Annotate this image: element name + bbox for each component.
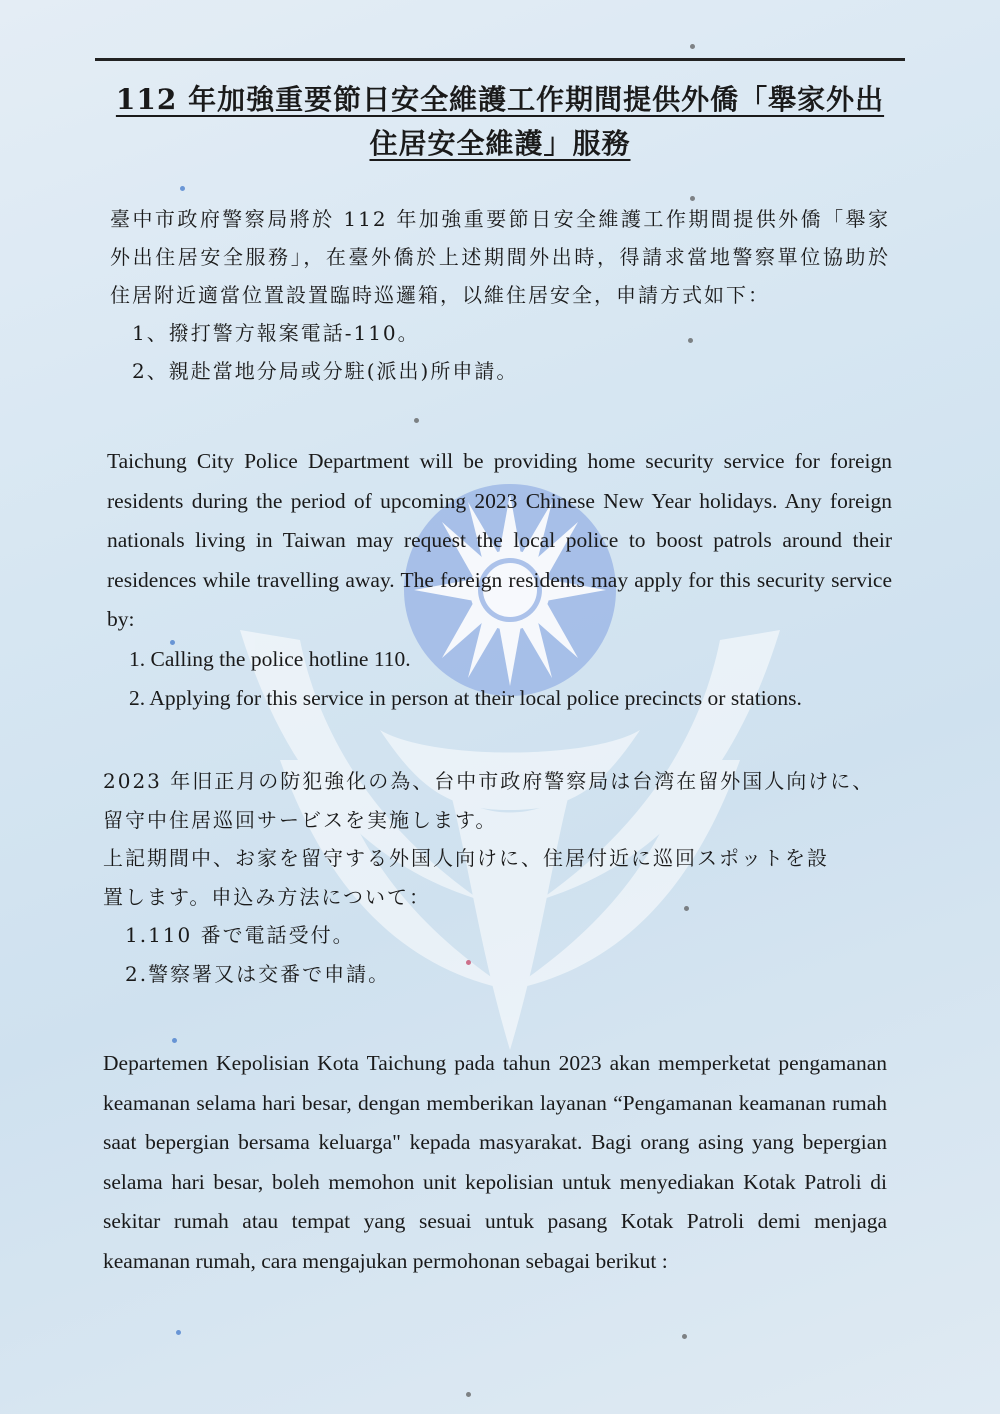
speck — [690, 44, 695, 49]
speck — [682, 1334, 687, 1339]
speck — [176, 1330, 181, 1335]
english-item-2: 2. Applying for this service in person at their local police precincts or stations. — [129, 686, 802, 710]
english-item-1: 1. Calling the police hotline 110. — [129, 646, 411, 671]
japanese-line-2: 留守中住居巡回サービスを実施します。 — [103, 807, 498, 832]
top-rule — [95, 58, 905, 61]
title-line-2: 住居安全維護」服務 — [369, 127, 631, 160]
indonesian-intro: Departemen Kepolisian Kota Taichung pada tahun 2023 akan memperketat pengamanan keamanan selama hari besar, dengan memberikan layanan “Pengamanan keamanan rumah saat bepergian bersama keluarga" kepada masyarakat. Bagi orang asing yang bepergian selama hari besar, boleh memohon unit kepolisian untuk menyediakan Kotak Patroli di sekitar rumah atau tempat yang sesuai untuk pasang Kotak Patroli demi menjaga keamanan rumah, cara mengajukan permohonan sebagai berikut : — [103, 1051, 887, 1273]
japanese-item-2: 2.警察署又は交番で申請。 — [125, 961, 391, 986]
chinese-intro: 臺中市政府警察局將於 112 年加強重要節日安全維護工作期間提供外僑「舉家外出住居安全服務」，在臺外僑於上述期間外出時，得請求當地警察單位協助於住居附近適當位置設置臨時巡邏箱，以維住居安全，申請方式如下： — [110, 207, 890, 307]
japanese-line-1: 2023 年旧正月の防犯強化の為、台中市政府警察局は台湾在留外国人向けに、 — [103, 769, 875, 793]
chinese-item-2: 2、親赴當地分局或分駐(派出)所申請。 — [132, 359, 519, 383]
speck — [414, 418, 419, 423]
indonesian-section — [103, 1044, 887, 1281]
japanese-line-4: 置します。申込み方法について： — [103, 884, 431, 909]
english-section — [107, 442, 892, 719]
speck — [172, 1038, 177, 1043]
speck — [466, 1392, 471, 1397]
speck — [180, 186, 185, 191]
chinese-section — [110, 200, 890, 390]
chinese-item-1: 1、撥打警方報案電話-110。 — [132, 321, 420, 345]
japanese-line-3: 上記期間中、お家を留守する外国人向けに、住居付近に巡回スポットを設 — [103, 846, 829, 870]
japanese-item-1: 1.110 番で電話受付。 — [125, 923, 355, 947]
title-line-1: 112 年加強重要節日安全維護工作期間提供外僑「舉家外出 — [115, 83, 885, 116]
japanese-section — [103, 762, 893, 993]
page-title — [95, 78, 905, 166]
english-intro: Taichung City Police Department will be providing home security service for foreign residents during the period of upcoming 2023 Chinese New Year holidays. Any foreign nationals living in Taiwan may request the local police to boost patrols around their residences while travelling away. The foreign residents may apply for this security service by: — [107, 449, 892, 631]
